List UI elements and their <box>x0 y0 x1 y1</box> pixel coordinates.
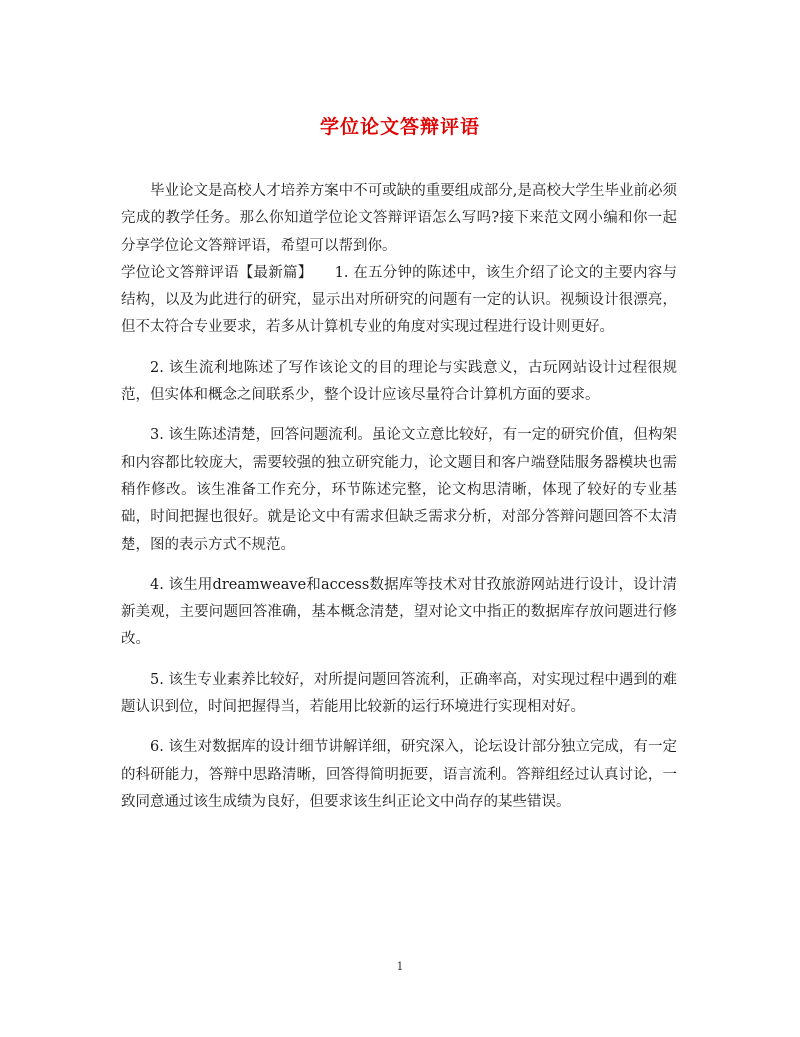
comment-paragraph-4: 4. 该生用dreamweave和access数据库等技术对甘孜旅游网站进行设计，设计清新美观，主要问题回答准确，基本概念清楚，望对论文中指正的数据库存放问题进行修改。 <box>121 576 677 648</box>
page-number: 1 <box>396 960 404 973</box>
comment-paragraph-6: 6. 该生对数据库的设计细节讲解详细，研究深入，论坛设计部分独立完成，有一定的科研能力，答辩中思路清晰，回答得简明扼要，语言流利。答辩组经过认真讨论，一致同意通过该生成绩为良好，但要求该生纠正论文中尚存的某些错误。 <box>121 739 677 810</box>
comment-paragraph-1: 学位论文答辩评语【最新篇】 1. 在五分钟的陈述中，该生介绍了论文的主要内容与结构，以及为此进行的研究，显示出对所研究的问题有一定的认识。视频设计很漂亮，但不太符合专业要求，若多从计算机专业的角度对实现过程进行设计则更好。 <box>121 264 677 336</box>
comment-paragraph-3: 3. 该生陈述清楚，回答问题流利。虽论文立意比较好，有一定的研究价值，但构架和内容都比较庞大，需要较强的独立研究能力，论文题目和客户端登陆服务器模块也需稍作修改。该生准备工作充分，环节陈述完整，论文构思清晰，体现了较好的专业基础，时间把握也很好。就是论文中有需求但缺乏需求分析，对部分答辩问题回答不太清楚，图的表示方式不规范。 <box>121 427 677 553</box>
document-title: 学位论文答辩评语 <box>319 116 480 138</box>
intro-paragraph: 毕业论文是高校人才培养方案中不可或缺的重要组成部分,是高校大学生毕业前必须完成的教学任务。那么你知道学位论文答辩评语怎么写吗?接下来范文网小编和你一起分享学位论文答辩评语，希望可以帮到你。 <box>121 183 677 254</box>
comment-paragraph-5: 5. 该生专业素养比较好，对所提问题回答流利，正确率高，对实现过程中遇到的难题认识到位，时间把握得当，若能用比较新的运行环境进行实现相对好。 <box>121 671 677 716</box>
comment-paragraph-2: 2. 该生流利地陈述了写作该论文的目的理论与实践意义，古玩网站设计过程很规范，但实体和概念之间联系少，整个设计应该尽量符合计算机方面的要求。 <box>121 359 677 404</box>
document-body <box>121 178 677 829</box>
